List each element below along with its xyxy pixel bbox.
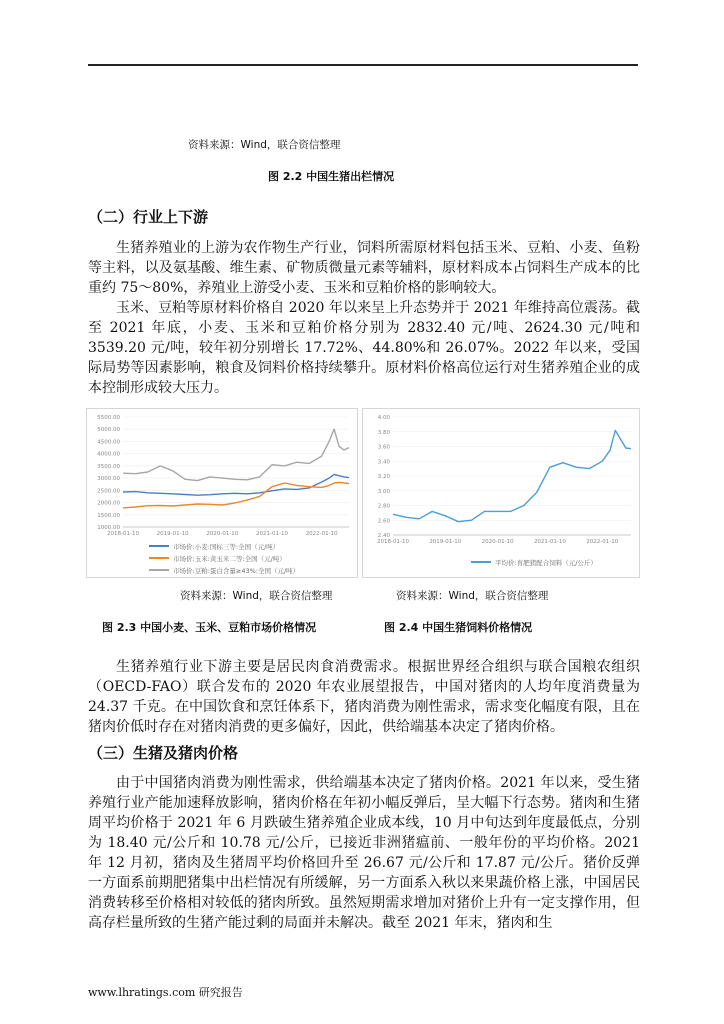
y-tick-label: 4500.00 <box>97 439 120 446</box>
x-tick-label: 2021-01-10 <box>256 531 288 537</box>
y-tick-label: 1500.00 <box>97 512 120 519</box>
y-tick-label: 2.40 <box>377 533 390 539</box>
feed-price-chart-svg <box>363 409 639 577</box>
y-tick-label: 2500.00 <box>97 488 120 495</box>
legend-label-corn: 市场价:玉米:黄玉米二等:全国（元/吨） <box>173 555 286 563</box>
x-tick-label: 2022-01-10 <box>586 539 619 545</box>
x-tick-label: 2018-01-10 <box>377 539 409 545</box>
figure-2-3-caption: 图 2.3 中国小麦、玉米、豆粕市场价格情况 <box>102 621 317 634</box>
figure-2-3-chart <box>86 408 358 578</box>
x-tick-label: 2020-01-10 <box>206 531 239 537</box>
legend-label-soymeal: 市场价:豆粕:蛋白含量≥43%:全国（元/吨） <box>173 567 300 575</box>
grain-price-chart-svg <box>87 409 357 577</box>
footer-site: www.lhratings.com 研究报告 <box>88 986 243 999</box>
x-tick-label: 2019-01-10 <box>429 539 462 545</box>
y-tick-label: 3000.00 <box>97 476 120 483</box>
x-tick-label: 2019-01-10 <box>156 531 189 537</box>
y-tick-label: 3.20 <box>377 474 390 480</box>
section-3-heading: （三）生猪及猪肉价格 <box>88 744 239 762</box>
y-tick-label: 5500.00 <box>97 415 120 421</box>
y-tick-label: 5000.00 <box>97 427 120 434</box>
section-3-paragraph: 由于中国猪肉消费为刚性需求，供给端基本决定了猪肉价格。2021 年以来，受生猪养殖行业产能加速释放影响，猪肉价格在年初小幅反弹后，呈大幅下行态势。猪肉和生猪周平均价格于 2021 年 6 月跌破生猪养殖企业成本线，10 月中旬达到年度最低点，分别为 18.40 元/公斤和 10.78 元/公斤，已接近非洲猪瘟前、一般年份的平均价格。2021 年 12 月初，猪肉及生猪周平均价格回升至 26.67 元/公斤和 17.87 元/公斤。猪价反弹一方面系前期肥猪集中出栏情况有所缓解，另一方面系入秋以来果蔬价格上涨，中国居民消费转移至价格相对较低的猪肉所致。虽然短期需求增加对猪价上升有一定支撑作用，但高存栏量所致的生猪产能过剩的局面并未解决。截至 2021 年末，猪肉和生 <box>88 775 640 931</box>
y-tick-label: 2.60 <box>377 518 390 525</box>
y-tick-label: 4000.00 <box>97 451 120 458</box>
series-line-corn <box>123 482 349 508</box>
series-line-soymeal <box>123 429 349 480</box>
y-tick-label: 3.80 <box>377 429 390 436</box>
figure-2-4-caption: 图 2.4 中国生猪饲料价格情况 <box>384 621 533 634</box>
figure-2-4-chart <box>362 408 640 578</box>
section-2-heading: （二）行业上下游 <box>88 208 209 226</box>
x-tick-label: 2018-01-10 <box>107 531 139 537</box>
section-2-paragraph-3: 生猪养殖行业下游主要是居民肉食消费需求。根据世界经合组织与联合国粮农组织（OECD-FAO）联合发布的 2020 年农业展望报告，中国对猪肉的人均年度消费量为 24.37 千克。在中国饮食和烹饪体系下，猪肉消费为刚性需求，需求变化幅度有限，且在猪肉价低时存在对猪肉消费的更多偏好，因此，供给端基本决定了猪肉价格。 <box>88 659 640 735</box>
legend-label-feed: 平均价:育肥猪配合饲料（元/公斤） <box>495 559 597 567</box>
figure-2-2-source: 资料来源：Wind，联合资信整理 <box>188 139 341 151</box>
legend-label-wheat: 市场价:小麦:国标三等:全国（元/吨） <box>173 543 280 551</box>
series-line-wheat <box>123 474 349 495</box>
x-tick-label: 2022-01-10 <box>305 531 338 537</box>
chart-legend <box>471 558 597 567</box>
header-rule <box>88 64 638 66</box>
figure-2-2-caption: 图 2.2 中国生猪出栏情况 <box>268 170 395 183</box>
section-2-paragraph-2: 玉米、豆粕等原材料价格自 2020 年以来呈上升态势并于 2021 年维持高位震荡。截至 2021 年底，小麦、玉米和豆粕价格分别为 2832.40 元/吨、2624.30 元/吨和 3539.20 元/吨，较年初分别增长 17.72%、44.80%和 26.07%。2022 年以来，受国际局势等因素影响，粮食及饲料价格持续攀升。原材料价格高位运行对生猪养殖企业的成本控制形成较大压力。 <box>88 300 640 396</box>
figure-2-3-source: 资料来源：Wind，联合资信整理 <box>180 590 333 602</box>
y-tick-label: 3500.00 <box>97 463 120 470</box>
y-tick-label: 3.40 <box>377 459 390 466</box>
x-tick-label: 2021-01-10 <box>533 539 566 545</box>
y-tick-label: 2.80 <box>377 503 390 510</box>
y-tick-label: 3.00 <box>377 488 390 495</box>
chart-legend <box>149 542 299 575</box>
figure-2-4-source: 资料来源：Wind，联合资信整理 <box>396 590 549 602</box>
y-tick-label: 1000.00 <box>97 525 120 531</box>
y-tick-label: 4.00 <box>377 415 390 421</box>
section-2-paragraph-1: 生猪养殖业的上游为农作物生产行业，饲料所需原材料包括玉米、豆粕、小麦、鱼粉等主料，以及氨基酸、维生素、矿物质微量元素等辅料，原材料成本占饲料生产成本的比重约 75～80%，养殖业上游受小麦、玉米和豆粕价格的影响较大。 <box>88 240 640 296</box>
x-tick-label: 2020-01-10 <box>481 539 514 545</box>
y-tick-label: 2000.00 <box>97 500 120 507</box>
y-tick-label: 3.60 <box>377 444 390 451</box>
